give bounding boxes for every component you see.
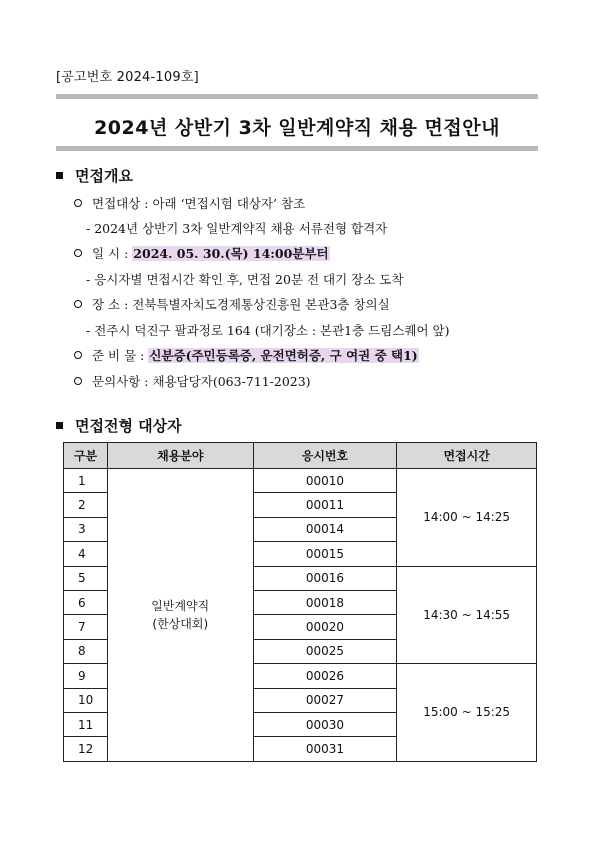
title-bottom-rule	[56, 146, 538, 151]
datetime-sub: - 응시자별 면접시간 확인 후, 면접 20분 전 대기 장소 도착	[86, 272, 404, 287]
target-label: 면접대상 : 아래 ‘면접시험 대상자’ 참조	[92, 196, 306, 211]
field-name: 일반계약직	[151, 598, 210, 613]
row-number: 5	[64, 566, 108, 590]
row-number: 1	[64, 469, 108, 493]
title-top-rule	[56, 94, 538, 99]
applicant-code: 00020	[253, 615, 397, 639]
applicant-code: 00031	[253, 737, 397, 761]
circle-bullet-icon	[74, 199, 82, 207]
place-label: 장 소 : 전북특별자치도경제통상진흥원 본관3층 창의실	[92, 297, 390, 312]
interview-table	[63, 442, 537, 762]
contact-label: 문의사항 : 채용담당자(063-711-2023)	[92, 374, 311, 389]
row-number: 12	[64, 737, 108, 761]
overview-heading	[56, 165, 133, 186]
notice-number: [공고번호 2024-109호]	[56, 70, 199, 85]
table-row	[64, 469, 537, 493]
applicant-code: 00030	[253, 712, 397, 736]
square-bullet-icon	[56, 172, 63, 179]
target-line	[74, 194, 305, 212]
time-slot: 14:30 ~ 14:55	[397, 566, 537, 664]
applicant-code: 00018	[253, 590, 397, 614]
circle-bullet-icon	[74, 300, 82, 308]
row-number: 3	[64, 517, 108, 541]
applicant-code: 00014	[253, 517, 397, 541]
datetime-value: 2024. 05. 30.(목) 14:00분부터	[133, 246, 329, 261]
time-slot: 15:00 ~ 15:25	[397, 664, 537, 762]
field-cell	[107, 469, 253, 762]
applicant-code: 00026	[253, 664, 397, 688]
applicant-code: 00010	[253, 469, 397, 493]
row-number: 8	[64, 639, 108, 663]
contact-line	[74, 372, 311, 390]
applicant-code: 00025	[253, 639, 397, 663]
field-sub: (한상대회)	[152, 616, 209, 631]
place-sub: - 전주시 덕진구 팔과정로 164 (대기장소 : 본관1층 드림스퀘어 앞)	[86, 323, 450, 338]
circle-bullet-icon	[74, 351, 82, 359]
items-label: 준 비 물 :	[92, 348, 145, 363]
square-bullet-icon	[56, 422, 63, 429]
circle-bullet-icon	[74, 377, 82, 385]
row-number: 9	[64, 664, 108, 688]
row-number: 6	[64, 590, 108, 614]
column-header: 면접시간	[397, 443, 537, 469]
table-header-row	[64, 443, 537, 469]
circle-bullet-icon	[74, 249, 82, 257]
column-header: 채용분야	[107, 443, 253, 469]
targets-heading	[56, 415, 182, 436]
applicant-code: 00015	[253, 542, 397, 566]
targets-heading-text: 면접전형 대상자	[75, 417, 182, 435]
column-header: 응시번호	[253, 443, 397, 469]
datetime-line	[74, 244, 330, 262]
applicant-code: 00016	[253, 566, 397, 590]
items-line	[74, 346, 419, 364]
items-value: 신분증(주민등록증, 운전면허증, 구 여권 중 택1)	[149, 348, 418, 363]
place-line	[74, 295, 390, 313]
overview-heading-text: 면접개요	[75, 167, 133, 185]
applicant-code: 00011	[253, 493, 397, 517]
row-number: 10	[64, 688, 108, 712]
target-sub: - 2024년 상반기 3차 일반계약직 채용 서류전형 합격자	[86, 221, 388, 236]
row-number: 4	[64, 542, 108, 566]
row-number: 11	[64, 712, 108, 736]
row-number: 7	[64, 615, 108, 639]
column-header: 구분	[64, 443, 108, 469]
datetime-label: 일 시 :	[92, 246, 129, 261]
time-slot: 14:00 ~ 14:25	[397, 469, 537, 567]
applicant-code: 00027	[253, 688, 397, 712]
page-title: 2024년 상반기 3차 일반계약직 채용 면접안내	[94, 117, 500, 139]
row-number: 2	[64, 493, 108, 517]
